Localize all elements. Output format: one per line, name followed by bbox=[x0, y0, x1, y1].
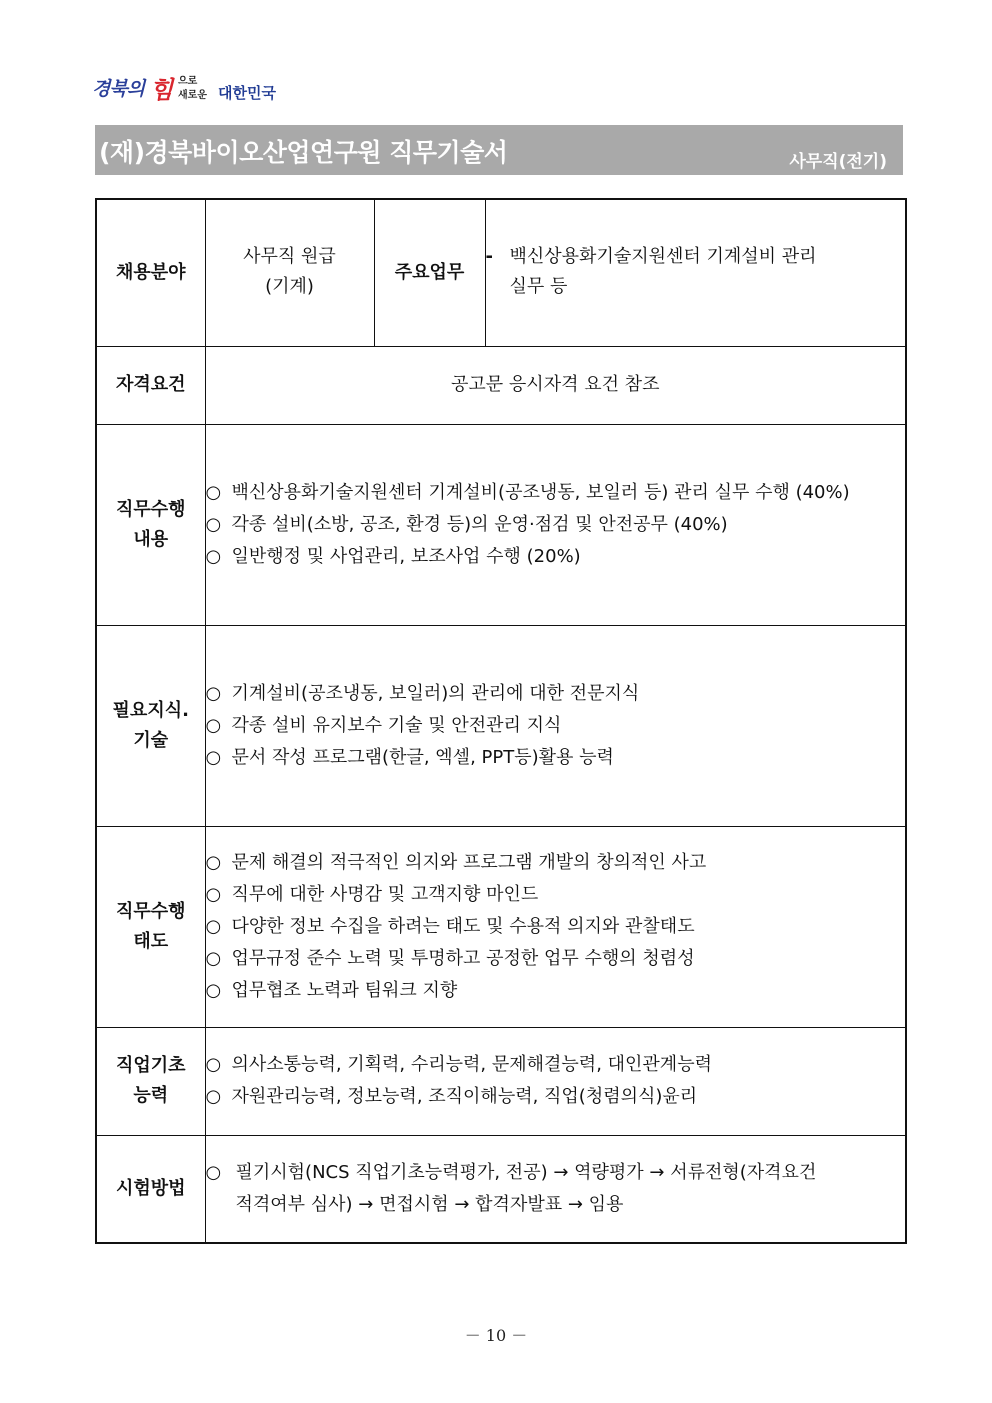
bullet-marker: ○ bbox=[205, 947, 222, 969]
bullet-marker: ○ bbox=[205, 746, 222, 768]
document-subtitle: 사무직(전기) bbox=[789, 152, 887, 172]
list-item: ○ 일반행정 및 사업관리, 보조사업 수행 (20%) bbox=[206, 541, 906, 573]
qualification-value: 공고문 응시자격 요건 참조 bbox=[451, 374, 660, 395]
logo-saeroun-text: 새로운 bbox=[178, 90, 207, 101]
field-label: 채용분야 bbox=[115, 261, 186, 283]
field-value-line1: 사무직 원급 bbox=[243, 246, 336, 267]
bullet-marker: ○ bbox=[205, 883, 222, 905]
row-basic-competency bbox=[96, 1027, 906, 1135]
main-duty-label: 주요업무 bbox=[394, 261, 465, 283]
main-duty-line2: 실무 등 bbox=[509, 276, 568, 297]
duties-label-line1: 직무수행 bbox=[115, 498, 186, 520]
row-exam bbox=[96, 1135, 906, 1243]
logo-euro-text: 으로 bbox=[178, 76, 198, 87]
row-field bbox=[96, 199, 906, 346]
job-description-table bbox=[95, 198, 907, 1244]
list-item: ○ 백신상용화기술지원센터 기계설비(공조냉동, 보일러 등) 관리 실무 수행 (40%) bbox=[206, 477, 906, 509]
row-knowledge bbox=[96, 625, 906, 826]
knowledge-label-line2: 기술 bbox=[133, 729, 169, 751]
duties-list bbox=[205, 424, 906, 625]
title-bar bbox=[95, 125, 903, 175]
row-attitude bbox=[96, 826, 906, 1027]
exam-item bbox=[206, 1157, 906, 1221]
document-title: (재)경북바이오산업연구원 직무기술서 bbox=[99, 138, 508, 167]
bullet-marker: ○ bbox=[205, 714, 222, 736]
exam-line2: 적격여부 심사) → 면접시험 → 합격자발표 → 임용 bbox=[235, 1193, 624, 1215]
bullet-marker: ○ bbox=[205, 1161, 222, 1183]
bullet-marker: ○ bbox=[205, 1086, 222, 1107]
page-number: － 10 － bbox=[464, 1326, 528, 1345]
bullet-marker: ○ bbox=[205, 682, 222, 704]
list-item: ○ 문제 해결의 적극적인 의지와 프로그램 개발의 창의적인 사고 bbox=[206, 847, 906, 879]
list-item: ○ 업무규정 준수 노력 및 투명하고 공정한 업무 수행의 청렴성 bbox=[206, 943, 906, 975]
knowledge-list bbox=[205, 625, 906, 826]
row-duties bbox=[96, 424, 906, 625]
bullet-marker: ○ bbox=[205, 979, 222, 1001]
attitude-label-line1: 직무수행 bbox=[115, 900, 186, 922]
list-item: ○ 다양한 정보 수집을 하려는 태도 및 수용적 의지와 관찰태도 bbox=[206, 911, 906, 943]
knowledge-label-line1: 필요지식. bbox=[112, 699, 189, 721]
row-qualification bbox=[96, 346, 906, 424]
list-item: ○ 각종 설비(소방, 공조, 환경 등)의 운영·점검 및 안전공무 (40%) bbox=[206, 509, 906, 541]
bullet-marker: ○ bbox=[205, 915, 222, 937]
qualification-value-cell bbox=[205, 346, 906, 424]
logo-him-text: 힘 bbox=[150, 75, 174, 104]
bullet-marker: ○ bbox=[205, 481, 222, 503]
field-value-cell bbox=[205, 199, 374, 346]
exam-label-cell bbox=[96, 1135, 205, 1243]
knowledge-label-cell bbox=[96, 625, 205, 826]
brand-logo bbox=[92, 70, 292, 106]
basic-list bbox=[205, 1027, 906, 1135]
field-value-line2: (기계) bbox=[265, 276, 314, 297]
main-duty-label-cell bbox=[374, 199, 485, 346]
attitude-label-cell bbox=[96, 826, 205, 1027]
main-duty-cell bbox=[485, 199, 906, 346]
list-item: ○ 의사소통능력, 기획력, 수리능력, 문제해결능력, 대인관계능력 bbox=[206, 1049, 906, 1081]
attitude-label-line2: 태도 bbox=[133, 930, 169, 952]
bullet-marker: ○ bbox=[205, 513, 222, 535]
main-duty-line1: 백신상용화기술지원센터 기계설비 관리 bbox=[509, 246, 817, 267]
duties-label-line2: 내용 bbox=[133, 528, 169, 550]
logo-korea-text: 대한민국 bbox=[218, 84, 276, 102]
basic-label-cell bbox=[96, 1027, 205, 1135]
exam-method bbox=[205, 1135, 906, 1243]
basic-label-line2: 능력 bbox=[133, 1085, 169, 1106]
list-item: ○ 기계설비(공조냉동, 보일러)의 관리에 대한 전문지식 bbox=[206, 678, 906, 710]
field-label-cell bbox=[96, 199, 205, 346]
dash-marker: - bbox=[485, 246, 493, 267]
basic-label-line1: 직업기초 bbox=[115, 1055, 186, 1076]
bullet-marker: ○ bbox=[205, 1054, 222, 1075]
list-item: ○ 각종 설비 유지보수 기술 및 안전관리 지식 bbox=[206, 710, 906, 742]
list-item: ○ 자원관리능력, 정보능력, 조직이해능력, 직업(청렴의식)윤리 bbox=[206, 1081, 906, 1113]
qualification-label-cell bbox=[96, 346, 205, 424]
duties-label-cell bbox=[96, 424, 205, 625]
attitude-list bbox=[205, 826, 906, 1027]
qualification-label: 자격요건 bbox=[115, 374, 186, 395]
bullet-marker: ○ bbox=[205, 545, 222, 567]
list-item: ○ 직무에 대한 사명감 및 고객지향 마인드 bbox=[206, 879, 906, 911]
main-duty-row bbox=[486, 242, 906, 302]
logo-script-text: 경북의 bbox=[92, 78, 145, 100]
exam-label: 시험방법 bbox=[115, 1177, 186, 1199]
list-item: ○ 문서 작성 프로그램(한글, 엑셀, PPT등)활용 능력 bbox=[206, 742, 906, 774]
exam-line1: 필기시험(NCS 직업기초능력평가, 전공) → 역량평가 → 서류전형(자격요건 bbox=[235, 1161, 817, 1183]
bullet-marker: ○ bbox=[205, 851, 222, 873]
list-item: ○ 업무협조 노력과 팀워크 지향 bbox=[206, 975, 906, 1007]
